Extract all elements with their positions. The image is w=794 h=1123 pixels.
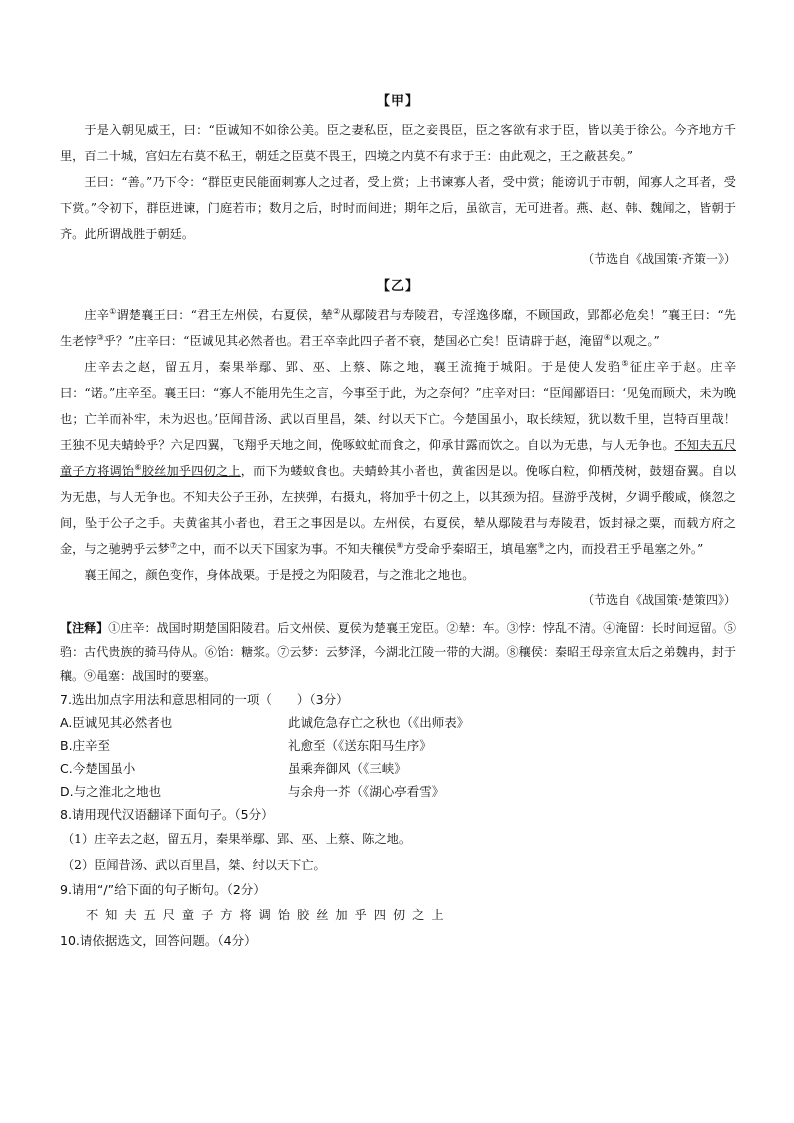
question-9-sentence: 不知夫五尺童子方将调饴胶丝加乎四仞之上 [86, 908, 451, 922]
option-right: 虽乘奔御风（《三峡》 [288, 761, 407, 776]
note-marker: ⑧ [396, 540, 404, 550]
question-8-sentence-2: （2）臣闻昔汤、武以百里昌，桀、纣以天下亡。 [62, 858, 326, 872]
text-run: ，而下为蝼蚁食也。夫蜻蛉其小者也，黄雀因是以。俛啄白粒，仰栖茂树，鼓翅奋翼。自以为无患，与人无争也。不知夫公子王孙，左挟弹，右摄丸，将加乎十仞之上，以其颈为招。昼游乎茂树，夕调乎酸咸，倏忽之间，坠于公子之手。夫黄雀其小者也，君王之事因是以。左州侯，右夏侯，辇从鄢陵君与寿陵君，饭封禄之粟，而载方府之金，与之驰骋乎云梦 [60, 464, 737, 556]
question-10-stem: 10.请依据选文，回答问题。（4分） [60, 933, 257, 948]
yi-source: （节选自《战国策·楚策四》） [582, 593, 736, 607]
annotations [60, 616, 736, 688]
text-run: 之中，而不以天下国家为事。不知夫穰侯 [176, 542, 397, 556]
text-run: 方受命乎秦昭王，填黾塞 [403, 542, 538, 556]
section-title-yi: 【乙】 [376, 279, 419, 294]
option-left: D.与之淮北之地也 [60, 784, 162, 799]
annotations-label: 【注释】 [60, 621, 109, 635]
question-9-stem: 9.请用“/”给下面的句子断句。（2分） [60, 882, 266, 897]
option-left: C.今楚国虽小 [60, 761, 136, 776]
text-run: 之内，而投君王乎黾塞之外。” [544, 542, 704, 556]
question-8-stem: 8.请用现代汉语翻译下面句子。（5分） [60, 807, 274, 822]
exam-page [60, 86, 736, 952]
option-left: B.庄辛至 [60, 738, 111, 753]
note-marker: ④ [603, 332, 611, 342]
jia-paragraph-2: 王曰：“善。”乃下令：“群臣吏民能面刺寡人之过者，受上赏；上书谏寡人者，受中赏；能谤讥于市朝，闻寡人之耳者，受下赏。”令初下，群臣进谏，门庭若市；数月之后，时时而间进；期年之后，虽欲言，无可进者。燕、赵、韩、魏闻之，皆朝于齐。此所谓战胜于朝廷。 [60, 175, 736, 241]
option-right: 礼愈至（《送东阳马生序》 [288, 738, 432, 753]
text-run: 胶丝加乎四仞之上 [141, 464, 241, 478]
text-run: 不知夫五尺童子方将调饴 [60, 438, 736, 478]
section-title-jia: 【甲】 [376, 94, 419, 109]
question-7-option-a[interactable] [60, 711, 736, 734]
note-marker: ① [109, 306, 117, 316]
note-marker: ⑥ [134, 462, 142, 472]
text-run: 谓楚襄王曰：“君王左州侯，右夏侯，辇 [116, 308, 333, 322]
note-marker: ⑨ [537, 540, 545, 550]
question-7-option-c[interactable] [60, 757, 736, 780]
jia-paragraph-1: 于是入朝见威王，曰：“臣诚知不如徐公美。臣之妻私臣，臣之妾畏臣，臣之客欲有求于臣，皆以美于徐公。今齐地方千里，百二十城，宫妇左右莫不私王，朝廷之臣莫不畏王，四境之内莫不有求于王：由此观之，王之蔽甚矣。” [60, 123, 736, 163]
note-marker: ⑤ [621, 358, 630, 368]
question-7-option-d[interactable] [60, 780, 736, 803]
note-marker: ⑦ [169, 540, 177, 550]
text-run: 庄辛 [84, 308, 110, 322]
question-8-sentence-1: （1）庄辛去之赵，留五月，秦果举鄢、郢、巫、上蔡、陈之地。 [62, 832, 412, 846]
text-run: 从鄢陵君与寿陵君，专淫逸侈靡，不顾国政，郢都必危矣！”襄王曰：“先生老悖 [60, 308, 736, 348]
question-7-option-b[interactable] [60, 734, 736, 757]
text-run: 征庄辛于赵。庄辛曰：“诺。”庄辛至。襄王曰：“寡人不能用先生之言，今事至于此，为之奈何？”庄辛对曰：“臣闻鄙语曰：‘见兔而顾犬，未为晚也；亡羊而补牢，未为迟也。’臣闻昔汤、武以百里昌，桀、纣以天下亡。今楚国虽小，取长续短，犹以数千里，岂特百里哉！王独不见夫蜻蛉乎？六足四翼，飞翔乎天地之间，俛啄蚊虻而食之，仰承甘露而饮之。自以为无患，与人无争也。 [60, 360, 737, 452]
option-left: A.臣诚见其必然者也 [60, 715, 173, 730]
option-right: 与余舟一芥（《湖心亭看雪》 [288, 784, 445, 799]
option-right: 此诚危急存亡之秋也（《出师表》 [288, 715, 470, 730]
question-7-stem: 7.选出加点字用法和意思相同的一项（ ）（3分） [60, 692, 349, 707]
note-marker: ② [332, 306, 341, 316]
text-run: 以观之。” [610, 334, 660, 348]
jia-source: （节选自《战国策·齐策一》） [582, 252, 736, 266]
yi-paragraph-2 [60, 354, 736, 562]
text-run: 庄辛去之赵，留五月，秦果举鄢、郢、巫、上蔡、陈之地，襄王流掩于城阳。于是使人发驺 [84, 360, 622, 374]
annotations-text: ①庄辛：战国时期楚国阳陵君。后文州侯、夏侯为楚襄王宠臣。②辇：车。③悖：悖乱不清。④淹留：长时间逗留。⑤驺：古代贵族的骑马侍从。⑥饴：糖浆。⑦云梦：云梦泽，今湖北江陵一带的大湖。⑧穰侯：秦昭王母亲宣太后之弟魏冉，封于穰。⑨黾塞：战国时的要塞。 [60, 621, 736, 683]
yi-paragraph-1 [60, 302, 736, 354]
text-run: 乎？”庄辛曰：“臣诚见其必然者也。君王卒幸此四子者不衰，楚国必亡矣！臣请辟于赵，淹留 [103, 334, 604, 348]
yi-paragraph-3: 襄王闻之，颜色变作，身体战栗。于是授之为阳陵君，与之淮北之地也。 [84, 568, 475, 582]
note-marker: ③ [96, 332, 104, 342]
